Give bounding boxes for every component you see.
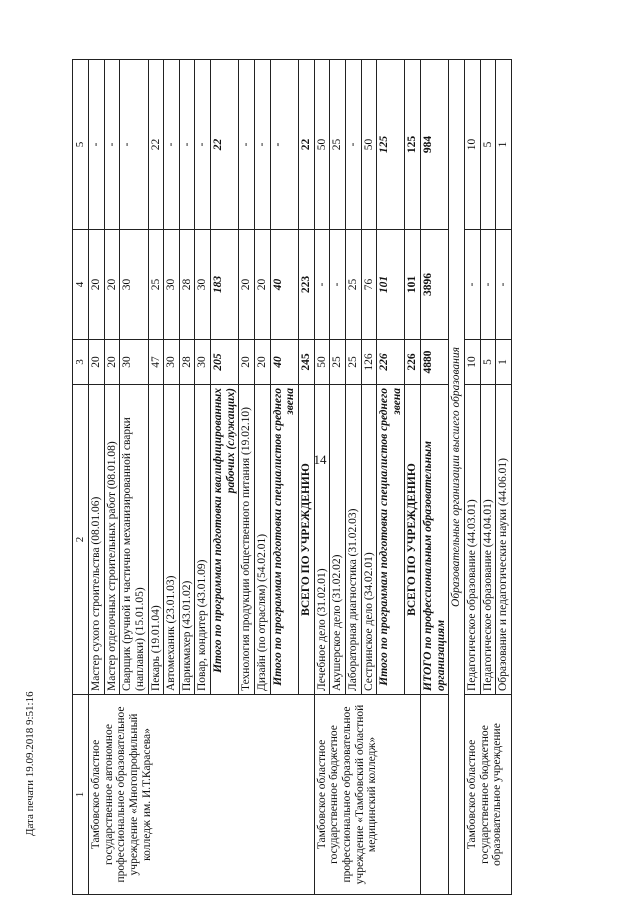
- value-cell: 50: [314, 60, 330, 230]
- value-cell: 126: [361, 340, 377, 385]
- program-name-cell: Итого по программам подготовки квалифицированных рабочих (служащих): [211, 385, 239, 695]
- program-name-cell: ВСЕГО ПО УЧРЕЖДЕНИЮ: [405, 385, 421, 695]
- table-row: [314, 60, 330, 895]
- table-row: [89, 60, 105, 895]
- value-cell: 20: [89, 230, 105, 340]
- value-cell: 47: [148, 340, 164, 385]
- value-cell: -: [195, 60, 211, 230]
- section-row: [449, 60, 465, 895]
- value-cell: 101: [377, 230, 405, 340]
- value-cell: -: [120, 60, 148, 230]
- program-name-cell: Пекарь (19.01.04): [148, 385, 164, 695]
- program-name-cell: Мастер отделочных строительных работ (08.01.08): [104, 385, 120, 695]
- value-cell: 25: [345, 340, 361, 385]
- value-cell: 50: [361, 60, 377, 230]
- program-name-cell: Автомеханик (23.01.03): [164, 385, 180, 695]
- value-cell: 125: [377, 60, 405, 230]
- value-cell: 10: [465, 340, 481, 385]
- value-cell: 22: [148, 60, 164, 230]
- header-cell: 1: [73, 695, 89, 895]
- value-cell: 20: [255, 230, 271, 340]
- program-name-cell: Сестринское дело (34.02.01): [361, 385, 377, 695]
- header-row: [73, 60, 89, 895]
- header-cell: 5: [73, 60, 89, 230]
- value-cell: 226: [377, 340, 405, 385]
- value-cell: 4880: [421, 340, 449, 385]
- institution-cell: Тамбовское областное государственное автономное профессиональное образовательное учреждение «Многопрофильный колледж им. И.Т.Карасева»: [89, 695, 315, 895]
- program-name-cell: Мастер сухого строительства (08.01.06): [89, 385, 105, 695]
- value-cell: 25: [345, 230, 361, 340]
- value-cell: -: [104, 60, 120, 230]
- value-cell: 25: [148, 230, 164, 340]
- value-cell: 30: [120, 340, 148, 385]
- value-cell: 245: [298, 340, 314, 385]
- value-cell: 1: [496, 60, 512, 230]
- value-cell: 30: [195, 230, 211, 340]
- value-cell: 223: [298, 230, 314, 340]
- value-cell: 20: [89, 340, 105, 385]
- value-cell: 10: [465, 60, 481, 230]
- value-cell: -: [239, 60, 255, 230]
- enrollment-table: [72, 59, 512, 895]
- value-cell: 125: [405, 60, 421, 230]
- value-cell: 101: [405, 230, 421, 340]
- program-name-cell: Лабораторная диагностика (31.02.03): [345, 385, 361, 695]
- value-cell: 30: [164, 230, 180, 340]
- program-name-cell: Итого по программам подготовки специалистов среднего звена: [270, 385, 298, 695]
- value-cell: 984: [421, 60, 449, 230]
- value-cell: 20: [104, 340, 120, 385]
- value-cell: 22: [211, 60, 239, 230]
- value-cell: 30: [164, 340, 180, 385]
- rotated-table-container: [72, 60, 593, 895]
- grand-total-row: [421, 60, 449, 895]
- value-cell: 30: [120, 230, 148, 340]
- print-date: Дата печати 19.09.2018 9:51:16: [24, 691, 36, 836]
- value-cell: -: [330, 230, 346, 340]
- program-name-cell: Дизайн (по отраслям) (54.02.01): [255, 385, 271, 695]
- value-cell: 22: [298, 60, 314, 230]
- value-cell: -: [465, 230, 481, 340]
- header-cell: 3: [73, 340, 89, 385]
- value-cell: -: [89, 60, 105, 230]
- program-name-cell: Педагогическое образование (44.04.01): [480, 385, 496, 695]
- program-name-cell: Парикмахер (43.01.02): [179, 385, 195, 695]
- value-cell: 25: [330, 60, 346, 230]
- value-cell: 50: [314, 340, 330, 385]
- value-cell: -: [345, 60, 361, 230]
- value-cell: -: [164, 60, 180, 230]
- program-name-cell: Лечебное дело (31.02.01): [314, 385, 330, 695]
- value-cell: -: [255, 60, 271, 230]
- value-cell: 1: [496, 340, 512, 385]
- program-name-cell: Технология продукции общественного питания (19.02.10): [239, 385, 255, 695]
- section-title: Образовательные организации высшего образования: [449, 60, 465, 895]
- value-cell: 40: [270, 340, 298, 385]
- value-cell: 20: [239, 230, 255, 340]
- program-name-cell: ВСЕГО ПО УЧРЕЖДЕНИЮ: [298, 385, 314, 695]
- value-cell: 20: [104, 230, 120, 340]
- value-cell: -: [480, 230, 496, 340]
- program-name-cell: Акушерское дело (31.02.02): [330, 385, 346, 695]
- institution-cell: Тамбовское областное государственное бюджетное профессиональное образовательное учреждение «Тамбовский областной медицинский колледж»: [314, 695, 420, 895]
- value-cell: 28: [179, 340, 195, 385]
- value-cell: 40: [270, 230, 298, 340]
- value-cell: 30: [195, 340, 211, 385]
- table-row: [465, 60, 481, 895]
- program-name-cell: Сварщик (ручной и частично механизированной сварки (наплавки) (15.01.05): [120, 385, 148, 695]
- header-cell: 4: [73, 230, 89, 340]
- value-cell: 20: [255, 340, 271, 385]
- program-name-cell: Педагогическое образование (44.03.01): [465, 385, 481, 695]
- value-cell: 3896: [421, 230, 449, 340]
- value-cell: -: [314, 230, 330, 340]
- value-cell: 5: [480, 60, 496, 230]
- value-cell: 205: [211, 340, 239, 385]
- table-body: [89, 60, 512, 895]
- program-name-cell: Образование и педагогические науки (44.06.01): [496, 385, 512, 695]
- value-cell: 76: [361, 230, 377, 340]
- program-name-cell: Повар, кондитер (43.01.09): [195, 385, 211, 695]
- value-cell: 20: [239, 340, 255, 385]
- value-cell: 226: [405, 340, 421, 385]
- value-cell: 28: [179, 230, 195, 340]
- institution-cell: Тамбовское областное государственное бюджетное образовательное учреждение: [465, 695, 512, 895]
- header-cell: 2: [73, 385, 89, 695]
- value-cell: -: [496, 230, 512, 340]
- program-name-cell: Итого по программам подготовки специалистов среднего звена: [377, 385, 405, 695]
- value-cell: 5: [480, 340, 496, 385]
- value-cell: 25: [330, 340, 346, 385]
- value-cell: 183: [211, 230, 239, 340]
- value-cell: -: [270, 60, 298, 230]
- empty-cell: [421, 695, 449, 895]
- value-cell: -: [179, 60, 195, 230]
- page-number: 14: [313, 452, 327, 467]
- grand-total-label: ИТОГО по профессиональным образовательным организациям: [421, 385, 449, 695]
